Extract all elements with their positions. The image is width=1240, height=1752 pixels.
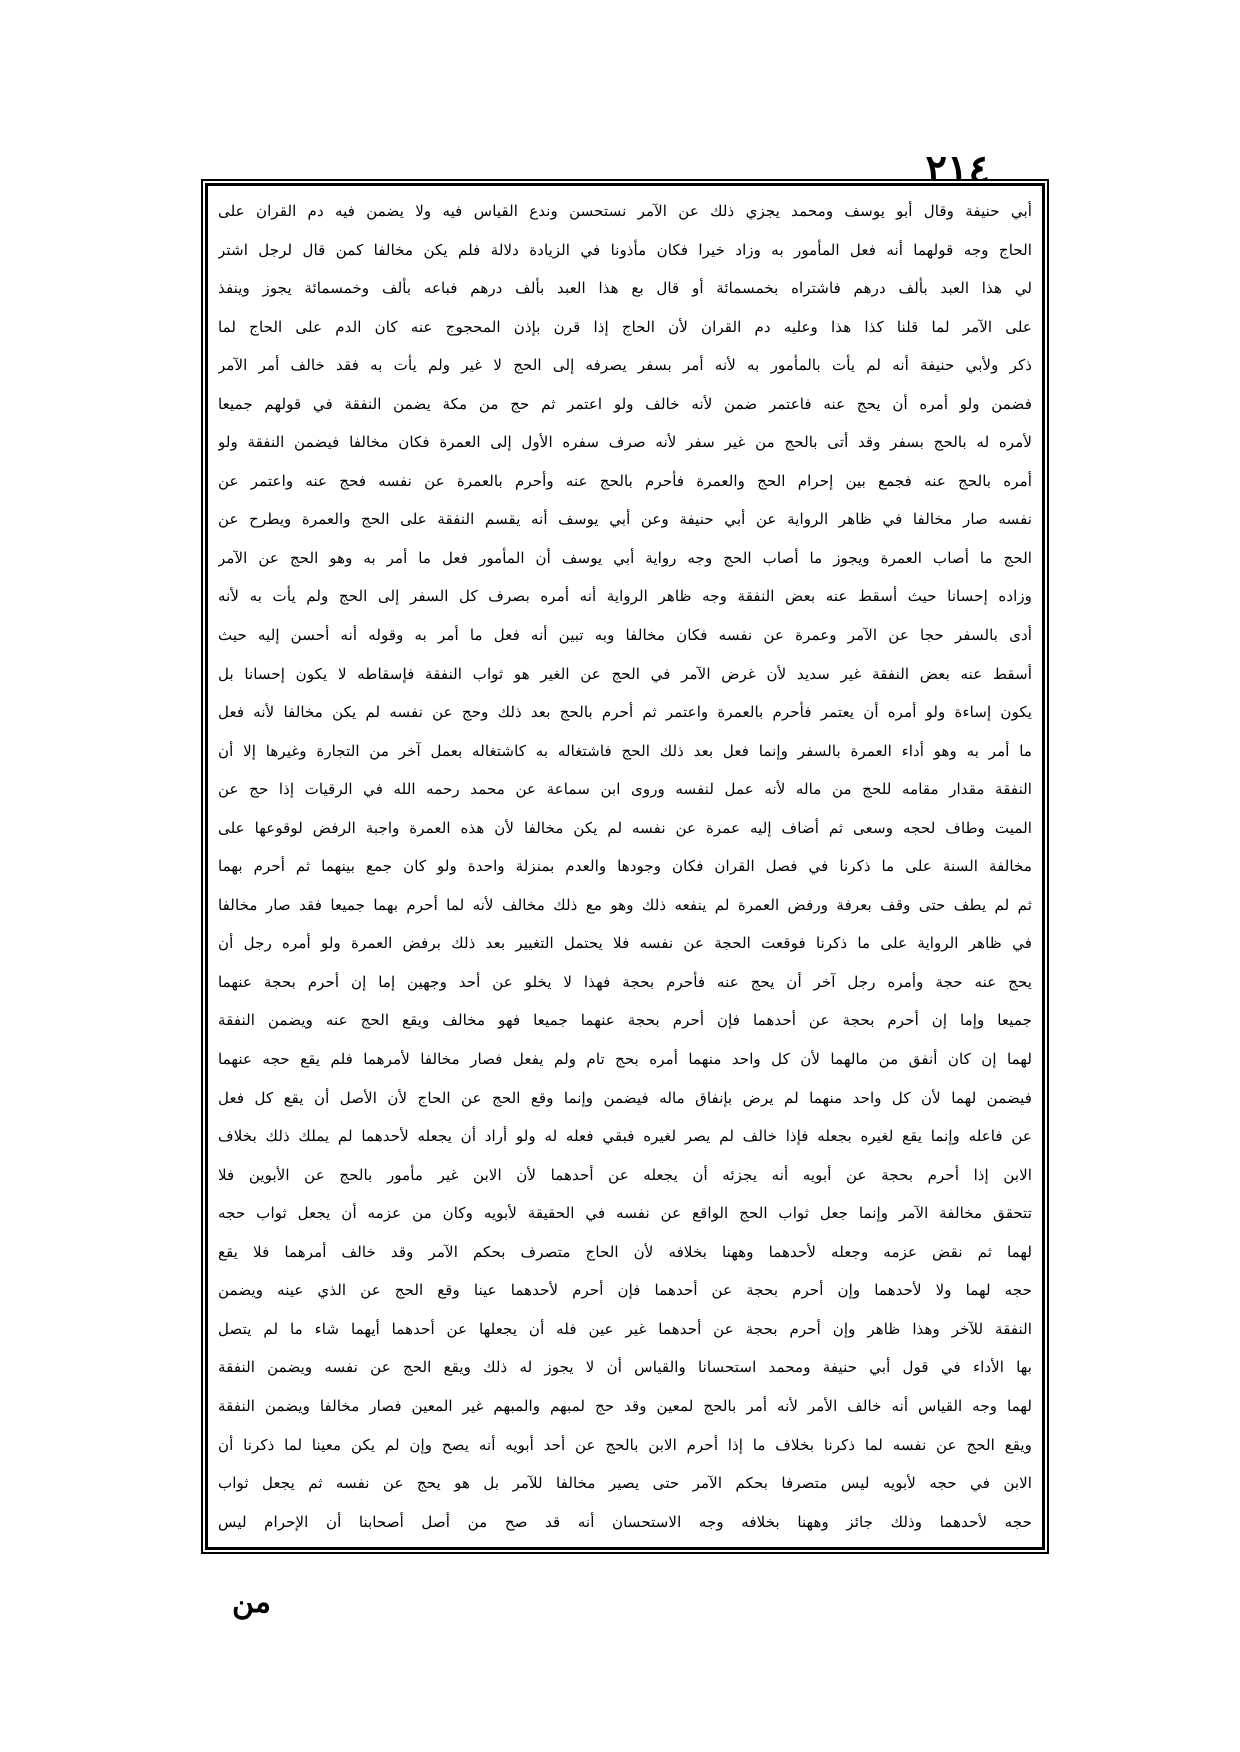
page-number: ٢١٤ — [925, 146, 990, 193]
text-line: حجه لأحدهما وذلك جائز وههنا بخلافه وجه الاستحسان أنه قد صح من أصل أصحابنا أن الإحرام ليس — [218, 1512, 1032, 1531]
text-line: على الآمر لما قلنا كذا هذا وعليه دم القران لأن الحاج إذا قرن بإذن المحجوج عنه كان الدم على الحاج لما — [218, 317, 1032, 336]
text-line: في ظاهر الرواية على ما ذكرنا فوقعت الحجة عن نفسه فلا يحتمل التغيير بعد ذلك برفض العمرة ولو أمره رجل أن — [218, 934, 1032, 953]
text-line: نفسه صار مخالفا في ظاهر الرواية عن أبي حنيفة وعن أبي يوسف أنه يقسم النفقة على الحج والعمرة ويطرح عن — [218, 510, 1032, 529]
text-line: وزاده إحسانا حيث أسقط عنه بعض النفقة وجه ظاهر الرواية أنه أمره بصرف كل السفر إلى الحج ولم يأت به لأنه — [218, 587, 1032, 606]
text-line: لهما إن كان أنفق من مالهما لأن كل واحد منهما أمره بحج تام ولم يفعل فصار مخالفا لأمرهما فلم يقع حجه عنهما — [218, 1050, 1032, 1069]
text-line: يحج عنه حجة وأمره رجل آخر أن يحج عنه فأحرم بحجة فهذا لا يخلو عن أحد وجهين إما إن أحرم بحجة عنهما — [218, 972, 1032, 991]
text-line: عن فاعله وإنما يقع لغيره بجعله فإذا خالف لم يصر لغيره فبقي فعله له ولو أراد أن يجعله لأحدهما لم يملك ذلك بخلاف — [218, 1127, 1032, 1146]
text-line: لأمره له بالحج بسفر وقد أتى بالحج من غير سفر لأنه صرف سفره الأول إلى العمرة فكان مخالفا فيضمن النفقة ولو — [218, 433, 1032, 452]
text-line: جميعا وإما إن أحرم بحجة عن أحدهما فإن أحرم بحجة عنهما جميعا فهو مخالف ويقع الحج عنه ويضمن النفقة — [218, 1011, 1032, 1030]
text-line: ويقع الحج عن نفسه لما ذكرنا بخلاف ما إذا أحرم الابن بالحج عن أحد أبويه أنه يصح وإن لم يكن معينا لما ذكرنا أن — [218, 1435, 1032, 1454]
text-line: الميت وطاف لحجه وسعى ثم أضاف إليه عمرة عن نفسه لم يكن مخالفا لأن هذه العمرة واجبة الرفض لوقوعها على — [218, 818, 1032, 837]
text-line: يكون إساءة ولو أمره أن يعتمر فأحرم بالعمرة واعتمر ثم أحرم بالحج بعد ذلك وحج عن نفسه لم يكن مخالفا لأنه فعل — [218, 703, 1032, 722]
text-line: الابن إذا أحرم بحجة عن أبويه أنه يجزئه أن يجعله عن أحدهما لأن الابن غير مأمور بالحج عن الأبوين فلا — [218, 1165, 1032, 1184]
text-line: فضمن ولو أمره أن يحج عنه فاعتمر ضمن لأنه خالف ولو اعتمر ثم حج من مكة يضمن النفقة في قولهم جميعا — [218, 394, 1032, 413]
text-line: الحاج وجه قولهما أنه فعل المأمور به وزاد خيرا فكان مأذونا في الزيادة دلالة فلم يكن مخالفا كمن قال لرجل اشتر — [218, 240, 1032, 259]
text-line: ثم لم يطف حتى وقف بعرفة ورفض العمرة لم ينفعه ذلك وهو مع ذلك مخالف لأنه لما أحرم بهما جميعا فقد صار مخالفا — [218, 895, 1032, 914]
text-line: لي هذا العبد بألف درهم فاشتراه بخمسمائة أو قال بع هذا العبد بألف درهم فباعه بألف وخمسمائة يجوز وينفذ — [218, 279, 1032, 298]
text-line: النفقة للآخر وهذا ظاهر وإن أحرم بحجة عن أحدهما غير عين فله أن يجعلها عن أحدهما أيهما شاء ما لم يتصل — [218, 1319, 1032, 1338]
text-line: النفقة مقدار مقامه للحج من ماله لأنه عمل لنفسه وروى ابن سماعة عن محمد رحمه الله في الرقيات إذا حج عن — [218, 780, 1032, 799]
text-body — [218, 194, 1032, 1539]
text-line: حجه لهما ولا لأحدهما وإن أحرم بحجة عن أحدهما فإن أحرم لأحدهما عينا وقع الحج عن الذي عينه ويضمن — [218, 1281, 1032, 1300]
text-line: تتحقق مخالفة الآمر وإنما جعل ثواب الحج الواقع عن نفسه في الحقيقة لأبويه وكان من عزمه أن يجعل ثواب حجه — [218, 1204, 1032, 1223]
text-line: الابن في حجه لأبويه ليس متصرفا بحكم الآمر حتى يصير مخالفا للآمر بل هو يحج عن نفسه ثم يجعل ثواب — [218, 1474, 1032, 1493]
text-frame — [205, 183, 1045, 1550]
text-line: أبي حنيفة وقال أبو يوسف ومحمد يجزي ذلك عن الآمر نستحسن وندع القياس فيه ولا يضمن فيه دم القران على — [218, 202, 1032, 220]
text-line: فيضمن لهما لأن كل واحد منهما لم يرض بإنفاق ماله فيضمن وإنما وقع الحج عن الحاج لأن الأصل أن يقع كل فعل — [218, 1088, 1032, 1107]
text-line: أسقط عنه بعض النفقة غير سديد لأن غرض الآمر في الحج عن الغير هو ثواب النفقة فإسقاطه لا يكون إحسانا بل — [218, 664, 1032, 683]
catchword: من — [232, 1585, 271, 1620]
text-line: الحج ما أصاب العمرة ويجوز ما أصاب الحج وجه رواية أبي يوسف أن المأمور فعل ما أمر به وهو الحج عن الآمر — [218, 548, 1032, 567]
text-line: أدى بالسفر حجا عن الآمر وعمرة عن نفسه فكان مخالفا وبه تبين أنه فعل ما أمر به وقوله أنه أحسن إليه حيث — [218, 626, 1032, 645]
text-line: أمره بالحج عنه فجمع بين إحرام الحج والعمرة فأحرم بالحج عنه وأحرم بالعمرة عن نفسه فحج عنه واعتمر عن — [218, 471, 1032, 490]
text-line: ما أمر به وهو أداء العمرة بالسفر وإنما فعل بعد ذلك الحج فاشتغاله به كاشتغاله بعمل آخر من التجارة وغيرها إلا أن — [218, 741, 1032, 760]
text-line: لهما وجه القياس أنه خالف الأمر لأنه أمر بالحج لمعين وقد حج لمبهم والمبهم غير المعين فصار مخالفا ويضمن النفقة — [218, 1396, 1032, 1415]
text-line: مخالفة السنة على ما ذكرنا في فصل القران فكان وجودها والعدم بمنزلة واحدة ولو كان جمع بينهما ثم أحرم بهما — [218, 857, 1032, 876]
text-line: بها الأداء في قول أبي حنيفة ومحمد استحسانا والقياس أن لا يجوز له ذلك ويقع الحج عن نفسه ويضمن النفقة — [218, 1358, 1032, 1377]
text-line: لهما ثم نقض عزمه وجعله لأحدهما وههنا بخلافه لأن الحاج متصرف بحكم الآمر وقد خالف أمرهما فلا يقع — [218, 1242, 1032, 1261]
text-line: ذكر ولأبي حنيفة أنه لم يأت بالمأمور به لأنه أمر بسفر يصرفه إلى الحج لا غير ولم يأت به فقد خالف أمر الآمر — [218, 356, 1032, 375]
